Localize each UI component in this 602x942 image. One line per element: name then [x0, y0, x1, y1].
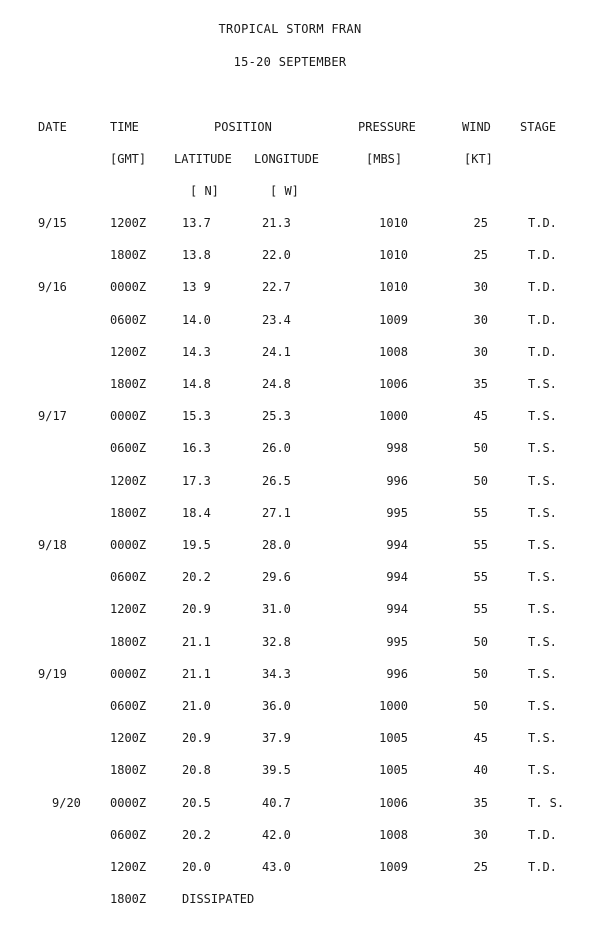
document-subtitle: 15-20 SEPTEMBER [233, 55, 347, 69]
wind-cell: 25 [473, 248, 488, 263]
wind-cell: 50 [473, 666, 488, 681]
stage-cell: T.S. [528, 409, 557, 424]
time-cell: 1800Z [110, 763, 147, 778]
header-position: POSITION [214, 120, 272, 134]
table-row [0, 602, 602, 618]
table-row [0, 731, 602, 747]
latitude-cell: 14.3 [182, 344, 211, 359]
longitude-cell: 21.3 [262, 216, 291, 230]
wind-cell: 45 [473, 731, 488, 746]
pressure-cell: 1008 [379, 827, 408, 842]
latitude-cell: 14.0 [182, 312, 211, 327]
time-cell: 1200Z [110, 344, 147, 359]
longitude-cell: 43.0 [262, 860, 291, 874]
longitude-cell: 28.0 [262, 538, 291, 552]
header-date: DATE [38, 120, 67, 134]
time-cell: 0600Z [110, 827, 147, 842]
wind-cell: 55 [473, 602, 488, 617]
table-row [0, 506, 602, 522]
stage-cell: T.D. [528, 827, 557, 842]
table-row [0, 280, 602, 296]
longitude-cell: 24.1 [262, 344, 291, 359]
date-cell: 9/18 [38, 538, 67, 552]
latitude-cell: 21.1 [182, 666, 211, 681]
time-cell: 1200Z [110, 731, 147, 746]
stage-cell: T.S. [528, 538, 557, 552]
stage-cell: T.S. [528, 441, 557, 456]
table-row [0, 474, 602, 490]
stage-cell: T. S. [528, 795, 565, 810]
pressure-cell: 994 [386, 570, 408, 585]
table-row [0, 699, 602, 715]
latitude-cell: 21.0 [182, 699, 211, 713]
pressure-cell: 1009 [379, 860, 408, 874]
wind-cell: 50 [473, 699, 488, 713]
time-cell: 1800Z [110, 248, 147, 263]
pressure-cell: 1009 [379, 312, 408, 327]
header-wind: WIND [462, 120, 491, 134]
pressure-cell: 1010 [379, 216, 408, 230]
header-latitude: LATITUDE [174, 152, 232, 166]
latitude-cell: 13 9 [182, 280, 211, 295]
table-row [0, 763, 602, 779]
table-row [0, 667, 602, 683]
pressure-cell: 996 [386, 666, 408, 681]
pressure-cell: 994 [386, 602, 408, 617]
wind-cell: 55 [473, 538, 488, 552]
latitude-cell: 20.8 [182, 763, 211, 778]
header-pressure-unit: [MBS] [366, 152, 403, 166]
table-row [0, 345, 602, 361]
pressure-cell: 1000 [379, 409, 408, 424]
pressure-cell: 1000 [379, 699, 408, 713]
date-cell: 9/17 [38, 409, 67, 424]
time-cell: 1200Z [110, 602, 147, 617]
wind-cell: 35 [473, 795, 488, 810]
stage-cell: T.S. [528, 377, 557, 391]
latitude-cell: 13.7 [182, 216, 211, 230]
date-cell: 9/15 [38, 216, 67, 230]
latitude-cell: 20.0 [182, 860, 211, 874]
header-lon-unit: [ W] [270, 184, 299, 198]
pressure-cell: 995 [386, 505, 408, 520]
stage-cell: T.S. [528, 666, 557, 681]
time-cell: 0600Z [110, 441, 147, 456]
pressure-cell: 996 [386, 473, 408, 488]
latitude-cell: 17.3 [182, 473, 211, 488]
wind-cell: 30 [473, 827, 488, 842]
longitude-cell: 27.1 [262, 505, 291, 520]
stage-cell: T.D. [528, 860, 557, 874]
pressure-cell: 1005 [379, 731, 408, 746]
wind-cell: 45 [473, 409, 488, 424]
time-cell: 1800Z [110, 634, 147, 649]
table-row [0, 860, 602, 876]
wind-cell: 55 [473, 570, 488, 585]
date-cell: 9/19 [38, 666, 67, 681]
pressure-cell: 1006 [379, 377, 408, 391]
table-row [0, 828, 602, 844]
longitude-cell: 26.0 [262, 441, 291, 456]
time-cell: 1200Z [110, 473, 147, 488]
time-cell: 0000Z [110, 409, 147, 424]
stage-cell: T.S. [528, 634, 557, 649]
time-cell: 0600Z [110, 699, 147, 713]
latitude-cell: 20.9 [182, 602, 211, 617]
table-row [0, 538, 602, 554]
table-row [0, 248, 602, 264]
time-cell: 0000Z [110, 795, 147, 810]
header-pressure: PRESSURE [358, 120, 416, 134]
table-row [0, 570, 602, 586]
dissipated-note: DISSIPATED [182, 892, 255, 907]
longitude-cell: 42.0 [262, 827, 291, 842]
longitude-cell: 34.3 [262, 666, 291, 681]
pressure-cell: 1010 [379, 248, 408, 263]
time-cell: 0000Z [110, 280, 147, 295]
latitude-cell: 15.3 [182, 409, 211, 424]
pressure-cell: 1005 [379, 763, 408, 778]
latitude-cell: 21.1 [182, 634, 211, 649]
time-cell: 1800Z [110, 892, 147, 907]
longitude-cell: 22.0 [262, 248, 291, 263]
stage-cell: T.S. [528, 602, 557, 617]
table-row [0, 216, 602, 232]
latitude-cell: 16.3 [182, 441, 211, 456]
header-stage: STAGE [520, 120, 557, 134]
stage-cell: T.S. [528, 473, 557, 488]
latitude-cell: 19.5 [182, 538, 211, 552]
table-row-final [0, 892, 602, 908]
longitude-cell: 23.4 [262, 312, 291, 327]
longitude-cell: 40.7 [262, 795, 291, 810]
stage-cell: T.D. [528, 216, 557, 230]
pressure-cell: 1008 [379, 344, 408, 359]
time-cell: 1800Z [110, 505, 147, 520]
stage-cell: T.D. [528, 280, 557, 295]
latitude-cell: 20.9 [182, 731, 211, 746]
header-wind-unit: [KT] [464, 152, 493, 166]
header-time-unit: [GMT] [110, 152, 147, 166]
stage-cell: T.S. [528, 505, 557, 520]
time-cell: 0000Z [110, 538, 147, 552]
table-row [0, 409, 602, 425]
latitude-cell: 20.5 [182, 795, 211, 810]
longitude-cell: 39.5 [262, 763, 291, 778]
wind-cell: 35 [473, 377, 488, 391]
wind-cell: 40 [473, 763, 488, 778]
longitude-cell: 29.6 [262, 570, 291, 585]
time-cell: 0600Z [110, 312, 147, 327]
longitude-cell: 37.9 [262, 731, 291, 746]
longitude-cell: 25.3 [262, 409, 291, 424]
time-cell: 0000Z [110, 666, 147, 681]
wind-cell: 25 [473, 216, 488, 230]
header-time: TIME [110, 120, 139, 134]
table-row [0, 313, 602, 329]
latitude-cell: 13.8 [182, 248, 211, 263]
time-cell: 0600Z [110, 570, 147, 585]
pressure-cell: 994 [386, 538, 408, 552]
longitude-cell: 26.5 [262, 473, 291, 488]
latitude-cell: 18.4 [182, 505, 211, 520]
pressure-cell: 995 [386, 634, 408, 649]
wind-cell: 30 [473, 344, 488, 359]
header-longitude: LONGITUDE [254, 152, 320, 166]
longitude-cell: 31.0 [262, 602, 291, 617]
stage-cell: T.S. [528, 699, 557, 713]
longitude-cell: 22.7 [262, 280, 291, 295]
table-row [0, 377, 602, 393]
header-lat-unit: [ N] [190, 184, 219, 198]
latitude-cell: 20.2 [182, 827, 211, 842]
longitude-cell: 32.8 [262, 634, 291, 649]
table-row [0, 441, 602, 457]
longitude-cell: 36.0 [262, 699, 291, 713]
wind-cell: 55 [473, 505, 488, 520]
time-cell: 1200Z [110, 216, 147, 230]
stage-cell: T.S. [528, 570, 557, 585]
wind-cell: 30 [473, 312, 488, 327]
latitude-cell: 14.8 [182, 377, 211, 391]
longitude-cell: 24.8 [262, 377, 291, 391]
wind-cell: 50 [473, 441, 488, 456]
pressure-cell: 998 [386, 441, 408, 456]
pressure-cell: 1010 [379, 280, 408, 295]
stage-cell: T.D. [528, 248, 557, 263]
stage-cell: T.S. [528, 731, 557, 746]
wind-cell: 50 [473, 473, 488, 488]
table-row [0, 796, 602, 812]
document-title: TROPICAL STORM FRAN [218, 22, 362, 36]
wind-cell: 25 [473, 860, 488, 874]
stage-cell: T.S. [528, 763, 557, 778]
date-cell: 9/20 [52, 795, 81, 810]
stage-cell: T.D. [528, 344, 557, 359]
time-cell: 1200Z [110, 860, 147, 874]
wind-cell: 30 [473, 280, 488, 295]
time-cell: 1800Z [110, 377, 147, 391]
table-row [0, 635, 602, 651]
pressure-cell: 1006 [379, 795, 408, 810]
stage-cell: T.D. [528, 312, 557, 327]
latitude-cell: 20.2 [182, 570, 211, 585]
wind-cell: 50 [473, 634, 488, 649]
date-cell: 9/16 [38, 280, 67, 295]
